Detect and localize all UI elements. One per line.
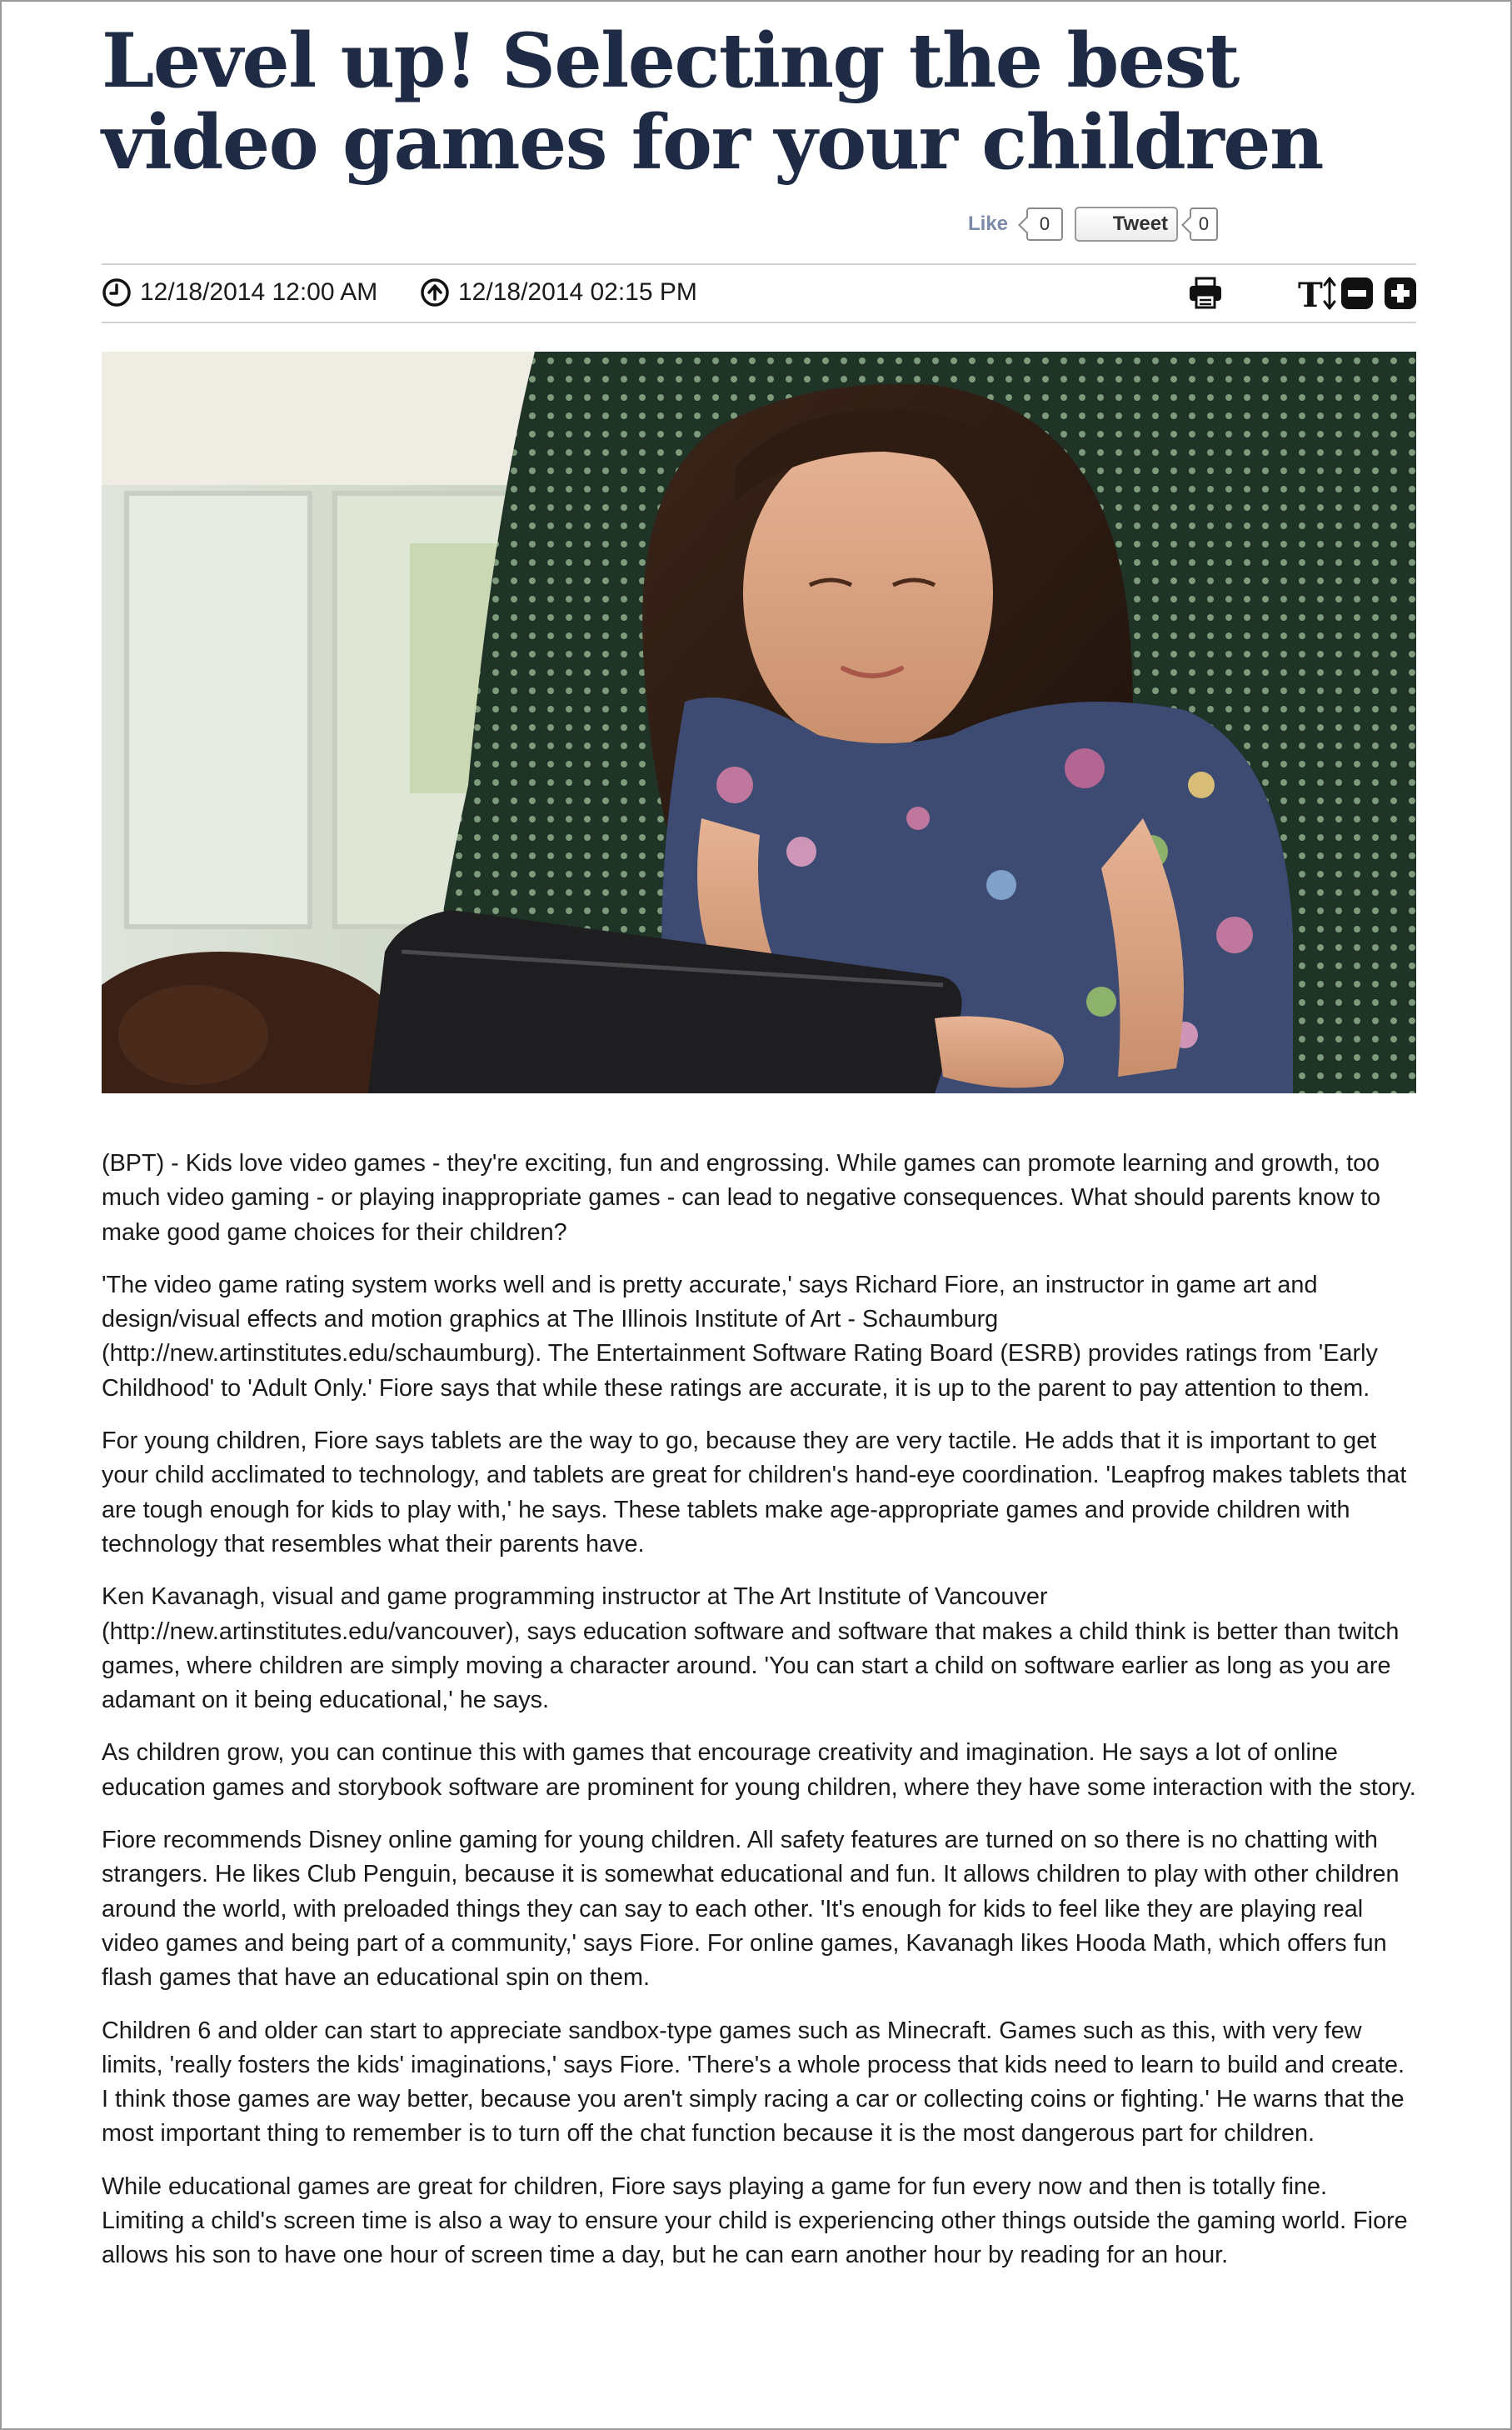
article-paragraph: Fiore recommends Disney online gaming for young children. All safety features are turned on so there is no chatting with strangers. He likes Club Penguin, because it is somewhat educational and fun. It allows children to play with other children around the world, with preloaded things they can say to each other. 'It's enough for kids to feel like they are playing real video games and being part of a community,' says Fiore. For online games, Kavanagh likes Hooda Math, which offers fun flash games that have an educational spin on them. [102, 1827, 1400, 1992]
print-icon[interactable] [1188, 277, 1223, 310]
article-paragraph: While educational games are great for children, Fiore says playing a game for fun every now and then is totally fine. Limiting a child's screen time is also a way to ensure your child is experiencing other things outside the gaming world. Fiore allows his son to have one hour of screen time a day, but he can earn another hour by reading for an hour. [102, 2172, 1408, 2269]
updated-date [420, 278, 697, 308]
article-paragraph: 'The video game rating system works well and is pretty accurate,' says Richard Fiore, an instructor in game art and design/visual effects and motion graphics at The Illinois Institute of Art - Schaumburg (http://new.artinstitutes.edu/schaumburg). The Entertainment Software Rating Board (ESRB) provides ratings from 'Early Childhood' to 'Adult Only.' Fiore says that while these ratings are accurate, it is up to the parent to pay attention to them. [102, 1271, 1378, 1402]
minus-icon[interactable] [1341, 278, 1373, 309]
like-button[interactable]: Like [968, 212, 1009, 235]
article-meta-bar [102, 263, 1416, 323]
plus-icon[interactable] [1385, 278, 1416, 309]
text-size-icon[interactable] [1298, 275, 1338, 312]
social-share-bar [968, 205, 1218, 243]
article-paragraph: As children grow, you can continue this with games that encourage creativity and imagination. He says a lot of online education games and storybook software are prominent for young children, where they have some interaction with the story. [102, 1739, 1416, 1801]
article-hero-image [102, 352, 1416, 1093]
article-title: Level up! Selecting the best video games for your children [102, 17, 1323, 187]
like-count: 0 [1026, 208, 1063, 241]
article-body [102, 1147, 1416, 2292]
published-date-text: 12/18/2014 12:00 AM [140, 278, 378, 306]
updated-date-text: 12/18/2014 02:15 PM [458, 278, 697, 306]
article-container [102, 2, 1416, 2269]
article-tools [1188, 275, 1416, 312]
article-paragraph: (BPT) - Kids love video games - they're exciting, fun and engrossing. While games can promote learning and growth, too much video gaming - or playing inappropriate games - can lead to negative consequences. What should parents know to make good game choices for their children? [102, 1150, 1381, 1246]
published-date [102, 278, 377, 308]
article-paragraph: For young children, Fiore says tablets are the way to go, because they are very tactile. He adds that it is important to get your child acclimated to technology, and tablets are great for children's hand-eye coordination. 'Leapfrog makes tablets that are tough enough for kids to play with,' he says. These tablets make age-appropriate games and provide children with technology that resembles what their parents have. [102, 1428, 1407, 1558]
tweet-count: 0 [1190, 208, 1218, 241]
hero-photo-girl-with-tablet [102, 352, 1416, 1093]
tweet-button[interactable] [1075, 207, 1178, 242]
tweet-button-label: Tweet [1112, 212, 1169, 235]
article-paragraph: Ken Kavanagh, visual and game programming instructor at The Art Institute of Vancouver (http://new.artinstitutes.edu/vancouver), says education software and software that makes a child think is better than twitch games, where children are simply moving a character around. 'You can start a child on software earlier as long as you are adamant on it being educational,' he says. [102, 1583, 1400, 1714]
clock-icon [102, 278, 132, 308]
svg-text:T: T [1298, 276, 1323, 312]
article-paragraph: Children 6 and older can start to appreciate sandbox-type games such as Minecraft. Games such as this, with very few limits, 'really fosters the kids' imaginations,' says Fiore. 'There's a whole process that kids need to learn to build and create. I think those games are way better, because you aren't simply racing a car or collecting coins or fighting.' He warns that the most important thing to remember is to turn off the chat function because it is the most dangerous part for children. [102, 2017, 1405, 2148]
upload-circle-icon [420, 278, 450, 308]
